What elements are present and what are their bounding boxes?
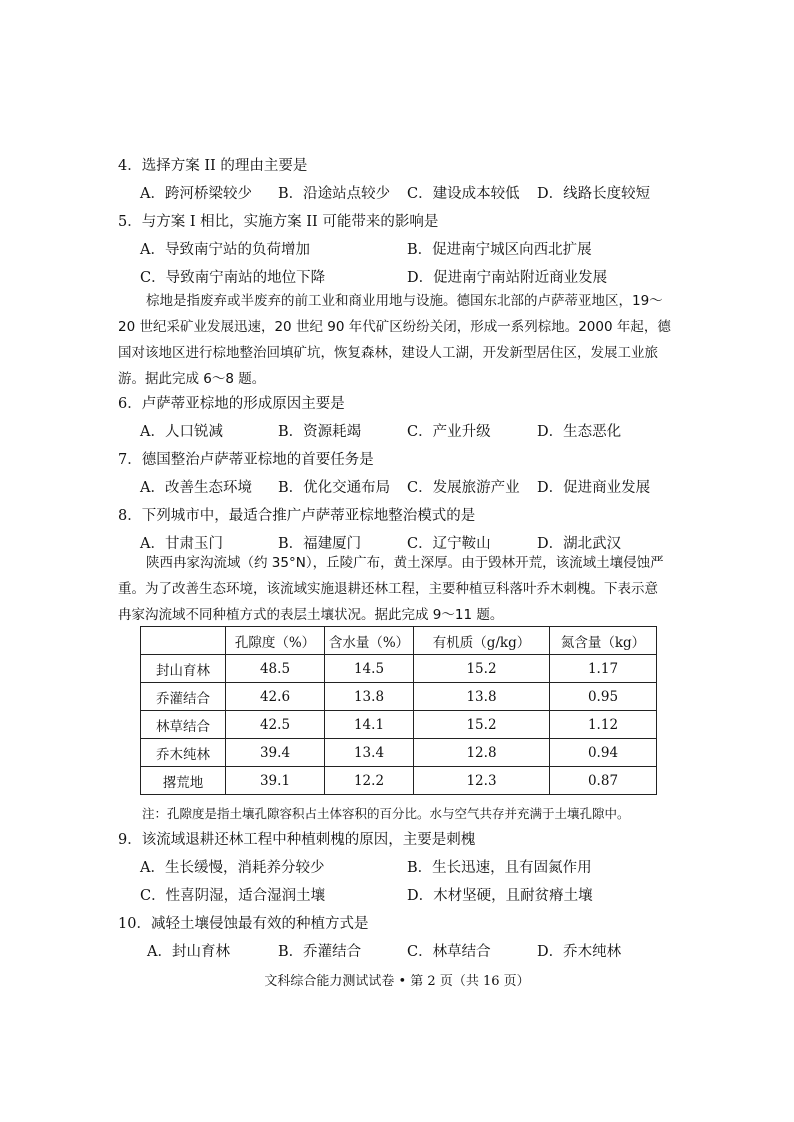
question-9-option-c: C．性喜阴湿，适合湿润土壤 [140,888,326,904]
table-header-cell: 有机质（g/kg） [414,627,550,655]
table-header-cell [141,627,226,655]
table-cell: 48.5 [226,655,325,683]
table-row [141,711,657,739]
question-4-option-b: B．沿途站点较少 [278,186,391,202]
question-7-stem: 7．德国整治卢萨蒂亚棕地的首要任务是 [118,452,374,468]
passage-2-line-2: 重。为了改善生态环境，该流域实施退耕还林工程，主要种植豆科落叶乔木刺槐。下表示意 [118,581,658,597]
question-7-option-c: C．发展旅游产业 [407,480,520,496]
question-6-option-b: B．资源耗竭 [278,424,362,440]
question-10-option-c: C．林草结合 [407,944,491,960]
passage-brownfield [118,288,680,392]
table-header-cell: 氮含量（kg） [550,627,657,655]
passage-2-line-1: 陕西冉家沟流域（约 35°N），丘陵广布，黄土深厚。由于毁林开荒，该流域土壤侵蚀严 [146,555,664,571]
question-7-option-a: A．改善生态环境 [140,480,252,496]
table-cell: 乔木纯林 [141,739,226,767]
table-header-cell: 含水量（%） [325,627,414,655]
question-8-option-d: D．湖北武汉 [537,536,622,552]
question-10-stem: 10．减轻土壤侵蚀最有效的种植方式是 [118,916,369,932]
question-10-option-d: D．乔木纯林 [537,944,622,960]
question-4-stem: 4．选择方案 II 的理由主要是 [118,158,308,174]
question-6-option-c: C．产业升级 [407,424,491,440]
question-5-option-b: B．促进南宁城区向西北扩展 [407,242,592,258]
table-cell: 15.2 [414,711,550,739]
table-cell: 0.87 [550,767,657,795]
question-9-option-a: A．生长缓慢，消耗养分较少 [140,860,325,876]
question-10-option-a: A．封山育林 [147,944,230,960]
table-cell: 1.17 [550,655,657,683]
table-cell: 1.12 [550,711,657,739]
table-row [141,739,657,767]
table-note: 注：孔隙度是指土壤孔隙容积占土体容积的百分比。水与空气共存并充满于土壤孔隙中。 [142,806,630,821]
question-9-stem: 9．该流域退耕还林工程中种植刺槐的原因，主要是刺槐 [118,832,476,848]
question-8-stem: 8．下列城市中，最适合推广卢萨蒂亚棕地整治模式的是 [118,508,476,524]
table-cell: 0.95 [550,683,657,711]
table-cell: 0.94 [550,739,657,767]
question-5-option-a: A．导致南宁站的负荷增加 [140,242,310,258]
question-5-stem: 5．与方案 I 相比，实施方案 II 可能带来的影响是 [118,214,439,230]
table-cell: 林草结合 [141,711,226,739]
question-4-option-a: A．跨河桥梁较少 [140,186,252,202]
question-4-option-d: D．线路长度较短 [537,186,651,202]
table-cell: 14.5 [325,655,414,683]
question-6-option-d: D．生态恶化 [537,424,622,440]
table-header-cell: 孔隙度（%） [226,627,325,655]
question-7-option-d: D．促进商业发展 [537,480,651,496]
question-8-option-b: B．福建厦门 [278,536,362,552]
table-cell: 42.6 [226,683,325,711]
question-6-option-a: A．人口锐减 [140,424,223,440]
question-5-option-c: C．导致南宁南站的地位下降 [140,270,326,286]
table-cell: 39.4 [226,739,325,767]
question-8-option-c: C．辽宁鞍山 [407,536,491,552]
table-cell: 13.8 [325,683,414,711]
table-cell: 封山育林 [141,655,226,683]
question-10-option-b: B．乔灌结合 [278,944,362,960]
table-cell: 14.1 [325,711,414,739]
table-row [141,767,657,795]
question-8-option-a: A．甘肃玉门 [140,536,223,552]
table-cell: 12.2 [325,767,414,795]
table-cell: 13.4 [325,739,414,767]
table-cell: 39.1 [226,767,325,795]
question-5-option-d: D．促进南宁南站附近商业发展 [407,270,608,286]
table-cell: 12.3 [414,767,550,795]
passage-1-line-3: 国对该地区进行棕地整治回填矿坑，恢复森林，建设人工湖，开发新型居住区，发展工业旅 [118,345,658,361]
passage-1-line-2: 20 世纪采矿业发展迅速，20 世纪 90 年代矿区纷纷关闭，形成一系列棕地。2000 年起，德 [118,319,671,335]
question-4-option-c: C．建设成本较低 [407,186,520,202]
table-cell: 42.5 [226,711,325,739]
passage-1-line-4: 游。据此完成 6～8 题。 [118,371,266,387]
table-header-row [141,627,657,655]
page-footer: 文科综合能力测试试卷 • 第 2 页（共 16 页） [264,974,530,989]
table-cell: 撂荒地 [141,767,226,795]
question-9-option-b: B．生长迅速，且有固氮作用 [407,860,592,876]
table-row [141,683,657,711]
table-cell: 13.8 [414,683,550,711]
passage-1-line-1: 棕地是指废弃或半废弃的前工业和商业用地与设施。德国东北部的卢萨蒂亚地区，19～ [146,293,663,309]
soil-condition-table [140,626,657,795]
table-cell: 乔灌结合 [141,683,226,711]
table-row [141,655,657,683]
question-6-stem: 6．卢萨蒂亚棕地的形成原因主要是 [118,396,345,412]
table-cell: 12.8 [414,739,550,767]
passage-ranjiagou [118,550,680,628]
question-7-option-b: B．优化交通布局 [278,480,391,496]
table-cell: 15.2 [414,655,550,683]
passage-2-line-3: 冉家沟流域不同种植方式的表层土壤状况。据此完成 9～11 题。 [118,607,504,623]
question-9-option-d: D．木材坚硬，且耐贫瘠土壤 [407,888,593,904]
